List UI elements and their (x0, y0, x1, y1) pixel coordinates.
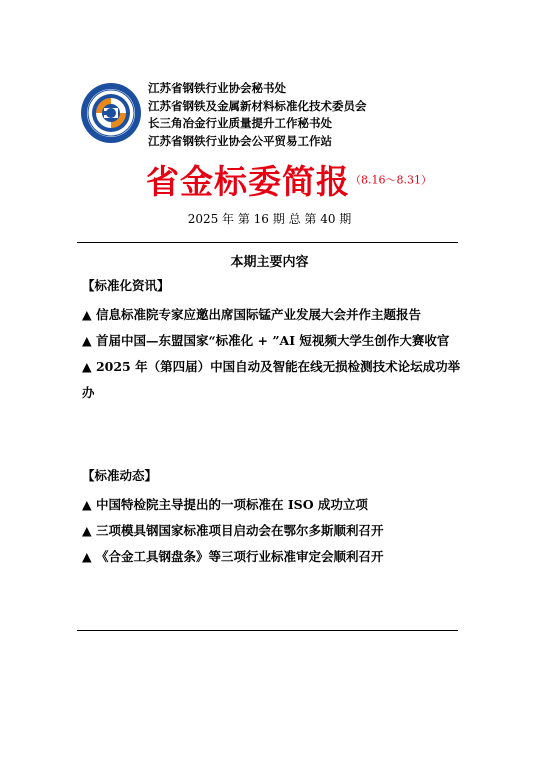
list-item[interactable]: ▲ 首届中国—东盟国家“标准化 + ”AI 短视频大学生创作大赛收官 (82, 333, 450, 348)
section-title: 【标准动态】 (82, 468, 158, 483)
org-line-3: 长三角冶金行业质量提升工作秘书处 (148, 116, 332, 130)
section-title: 【标准化资讯】 (82, 278, 170, 293)
org-line-2: 江苏省钢铁及金属新材料标准化技术委员会 (148, 98, 367, 113)
org-line-1: 江苏省钢铁行业协会秘书处 (148, 81, 286, 95)
list-item[interactable]: ▲ 三项模具钢国家标准项目启动会在鄂尔多斯顺利召开 (82, 523, 384, 538)
bulletin-masthead (146, 156, 432, 203)
list-item[interactable]: ▲ 中国特检院主导提出的一项标准在 ISO 成功立项 (82, 497, 368, 512)
list-item[interactable]: ▲ 2025 年（第四届）中国自动及智能在线无损检测技术论坛成功举办 (82, 359, 461, 400)
org-line-4: 江苏省钢铁行业协会公平贸易工作站 (148, 133, 332, 148)
organization-list (148, 80, 367, 150)
list-item[interactable]: ▲ 《合金工具钢盘条》等三项行业标准审定会顺利召开 (82, 549, 384, 564)
bulletin-period: （8.16～8.31） (350, 173, 432, 187)
bottom-divider (77, 630, 458, 631)
top-divider (77, 242, 458, 243)
list-item[interactable]: ▲ 信息标准院专家应邀出席国际锰产业发展大会并作主题报告 (82, 307, 421, 322)
section-standard-updates (82, 466, 462, 570)
bulletin-title: 省金标委简报 (146, 162, 350, 201)
section-standardization-news (82, 276, 462, 406)
issue-number: 2025 年 第 16 期 总 第 40 期 (187, 212, 352, 226)
contents-title: 本期主要内容 (230, 255, 309, 270)
association-seal-icon (80, 82, 142, 144)
